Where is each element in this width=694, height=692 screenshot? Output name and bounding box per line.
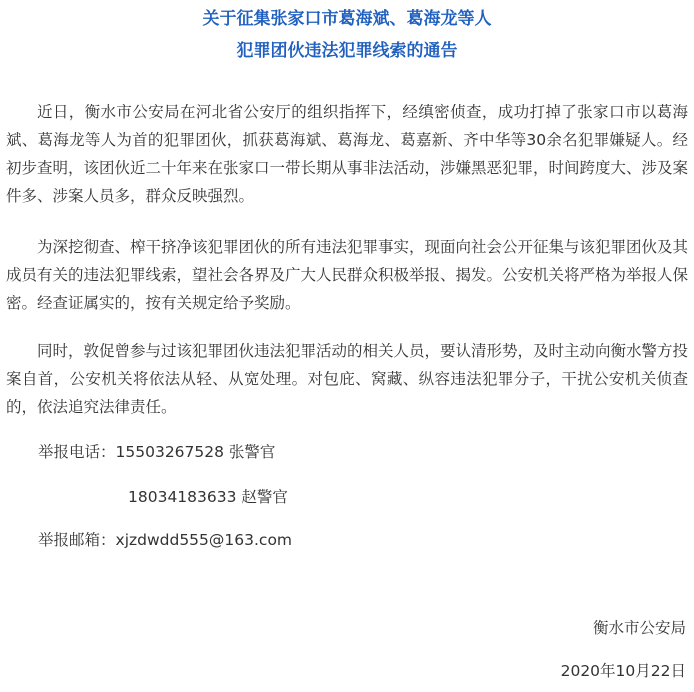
report-email-row — [38, 529, 292, 551]
notice-paragraph-2: 为深挖彻查、榨干挤净该犯罪团伙的所有违法犯罪事实，现面向社会公开征集与该犯罪团伙及其成员有关的违法犯罪线索，望社会各界及广大人民群众积极举报、揭发。公安机关将严格为举报人保密。经查证属实的，按有关规定给予奖励。 — [6, 238, 689, 312]
signature-org: 衡水市公安局 — [592, 619, 686, 637]
notice-paragraph-3: 同时，敦促曾参与过该犯罪团伙违法犯罪活动的相关人员，要认清形势，及时主动向衡水警方投案自首，公安机关将依法从轻、从宽处理。对包庇、窝藏、纵容违法犯罪分子，干扰公安机关侦查的，依法追究法律责任。 — [6, 342, 689, 416]
report-phone-label: 举报电话： — [38, 443, 116, 461]
report-email[interactable]: xjzdwdd555@163.com — [115, 531, 293, 549]
report-phone-row-2 — [128, 486, 288, 508]
report-phone-row — [38, 441, 275, 463]
notice-title-line1: 关于征集张家口市葛海斌、葛海龙等人 — [202, 9, 492, 29]
notice-paragraph-1: 近日，衡水市公安局在河北省公安厅的组织指挥下，经缜密侦查，成功打掉了张家口市以葛海斌、葛海龙等人为首的犯罪团伙，抓获葛海斌、葛海龙、葛嘉新、齐中华等30余名犯罪嫌疑人。经初步查明，该团伙近二十年来在张家口一带长期从事非法活动，涉嫌黑恶犯罪，时间跨度大、涉及案件多、涉案人员多，群众反映强烈。 — [6, 103, 689, 205]
report-phone-1[interactable]: 15503267528 张警官 — [115, 443, 276, 461]
notice-title-line2: 犯罪团伙违法犯罪线索的通告 — [236, 41, 458, 61]
report-phone-2[interactable]: 18034183633 赵警官 — [128, 488, 288, 506]
signature-date: 2020年10月22日 — [560, 662, 686, 680]
report-email-label: 举报邮箱： — [38, 531, 116, 549]
